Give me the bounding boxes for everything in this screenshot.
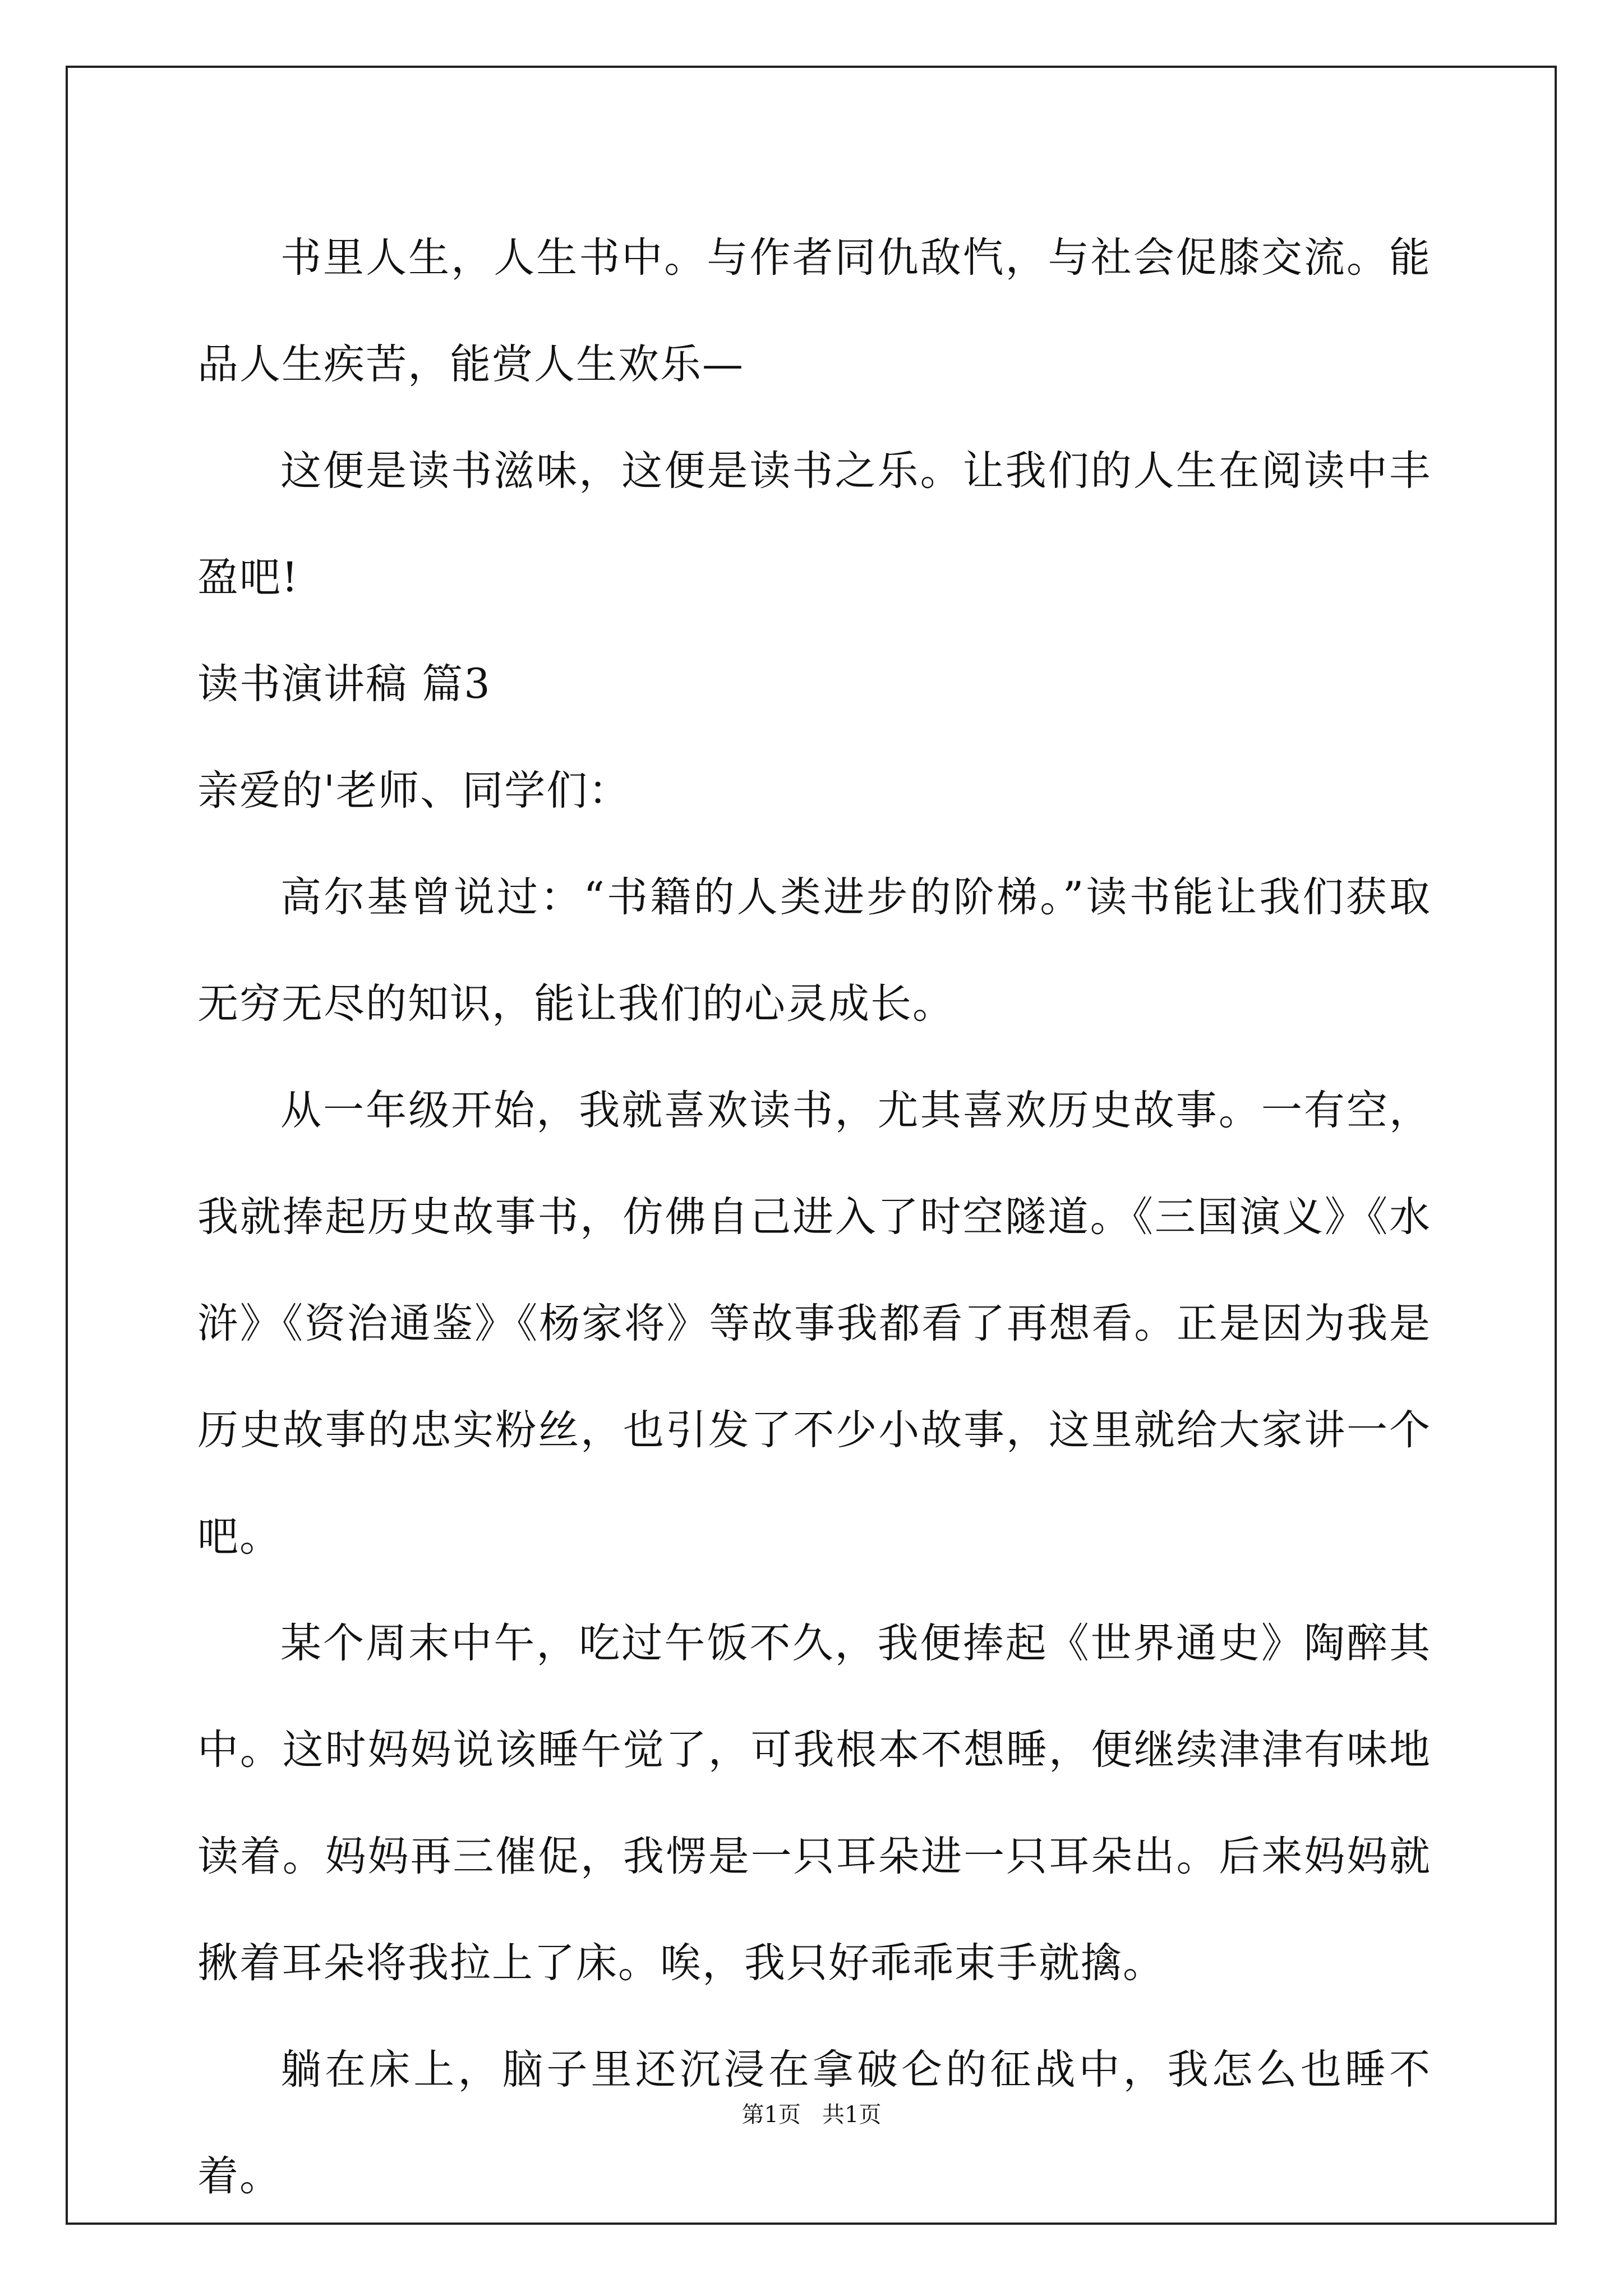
- paragraph: 书里人生，人生书中。与作者同仇敌忾，与社会促膝交流。能品人生疾苦，能赏人生欢乐—: [197, 234, 1431, 388]
- salutation: 亲爱的'老师、同学们：: [197, 767, 631, 815]
- paragraph: 这便是读书滋味，这便是读书之乐。让我们的人生在阅读中丰盈吧!: [197, 447, 1431, 601]
- paragraph: 某个周末中午，吃过午饭不久，我便捧起《世界通史》陶醉其中。这时妈妈说该睡午觉了，可我根本不想睡，便继续津津有味地读着。妈妈再三催促，我愣是一只耳朵进一只耳朵出。后来妈妈就揪着耳朵将我拉上了床。唉，我只好乖乖束手就擒。: [197, 1619, 1431, 1987]
- paragraph: 躺在床上，脑子里还沉浸在拿破仑的征战中，我怎么也睡不着。: [197, 2046, 1431, 2200]
- document-body: [197, 205, 1431, 2230]
- page-footer: 第1页 共1页: [741, 2102, 882, 2128]
- paragraph: 从一年级开始，我就喜欢读书，尤其喜欢历史故事。一有空，我就捧起历史故事书，仿佛自己进入了时空隧道。《三国演义》《水浒》《资治通鉴》《杨家将》等故事我都看了再想看。正是因为我是历史故事的忠实粉丝，也引发了不少小故事，这里就给大家讲一个吧。: [197, 1087, 1431, 1561]
- section-heading: 读书演讲稿 篇3: [197, 660, 491, 708]
- paragraph: 高尔基曾说过：“书籍的人类进步的阶梯。”读书能让我们获取无穷无尽的知识，能让我们的心灵成长。: [197, 873, 1431, 1028]
